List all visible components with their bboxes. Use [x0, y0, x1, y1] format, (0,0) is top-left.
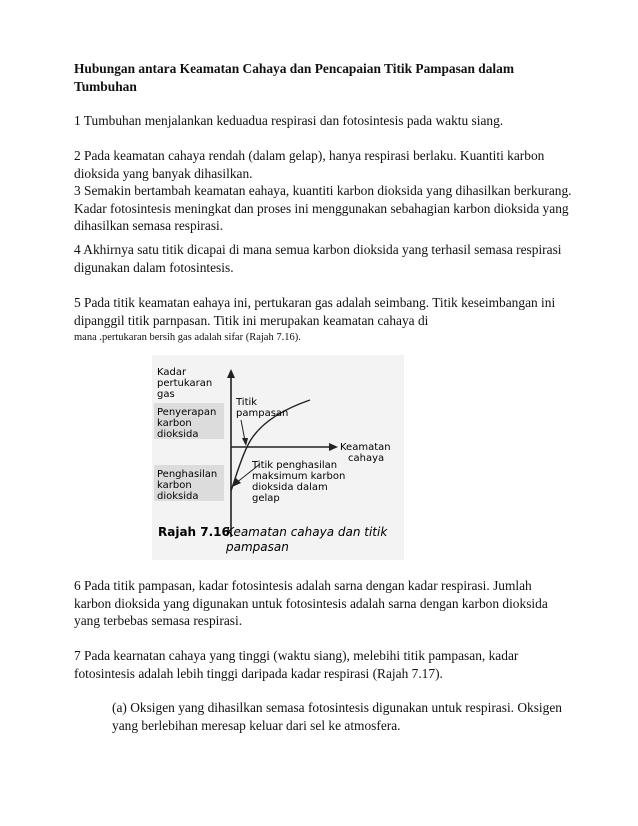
point-label-1: Titik	[236, 397, 258, 408]
paragraph-3: 3 Semakin bertambah keamatan eahaya, kuantiti karbon dioksida yang dihasilkan berkurang. Kadar fotosintesis meningkat dan proses ini menggunakan sebahagian karbon dioksida yang dihasilkan semasa respirasi.	[74, 183, 572, 233]
paragraph-7: 7 Pada kearnatan cahaya yang tinggi (waktu siang), melebihi titik pampasan, kadar fotosintesis adalah lebih tinggi daripada kadar respirasi (Rajah 7.17).	[74, 648, 519, 681]
figure-caption-text-2: pampasan	[226, 540, 289, 554]
paragraph-5: 5 Pada titik keamatan eahaya ini, pertukaran gas adalah seimbang. Titik keseimbangan ini dipanggil titik parnpasan. Titik ini merupakan keamatan cahaya di	[74, 295, 556, 328]
y-axis-arrowhead	[227, 369, 235, 378]
paragraph-2: 2 Pada keamatan cahaya rendah (dalam gelap), hanya respirasi berlaku. Kuantiti karbon dioksida yang banyak dihasilkan.	[74, 148, 545, 181]
start-label-4: gelap	[252, 493, 280, 504]
document-title: Hubungan antara Keamatan Cahaya dan Pencapaian Titik Pampasan dalam Tumbuhan	[74, 61, 515, 94]
figure-caption-number: Rajah 7.16	[158, 525, 230, 539]
upper-label-3: dioksida	[157, 429, 199, 440]
paragraph-4: 4 Akhirnya satu titik dicapai di mana semua karbon dioksida yang terhasil semasa respirasi digunakan dalam fotosintesis.	[74, 242, 562, 275]
x-axis-arrowhead	[329, 443, 338, 451]
lower-label-1: Penghasilan	[157, 469, 218, 480]
upper-label-2: karbon	[157, 418, 192, 429]
start-label-2: maksimum karbon	[252, 471, 346, 482]
y-axis-label-1: Kadar	[157, 367, 187, 378]
paragraph-5-tail: mana .pertukaran bersih gas adalah sifar (Rajah 7.16).	[74, 332, 301, 343]
paragraph-1: 1 Tumbuhan menjalankan keduadua respirasi dan fotosintesis pada waktu siang.	[74, 113, 504, 128]
lower-label-3: dioksida	[157, 491, 199, 502]
start-label-3: dioksida dalam	[252, 482, 328, 493]
upper-label-1: Penyerapan	[157, 407, 217, 418]
y-axis-label-2: pertukaran	[157, 378, 213, 389]
point-label-2: pampasan	[236, 408, 289, 419]
figure-caption-text-1: Keamatan cahaya dan titik	[226, 525, 388, 539]
lower-label-2: karbon	[157, 480, 192, 491]
compensation-point-pointer	[241, 420, 245, 441]
y-axis-label-3: gas	[157, 389, 175, 400]
compensation-pointer-head	[242, 438, 248, 446]
paragraph-7a: (a) Oksigen yang dihasilkan semasa fotosintesis digunakan untuk respirasi. Oksigen yang berlebihan meresap keluar dari sel ke atmosfera.	[112, 700, 562, 733]
x-axis-label-1: Keamatan	[340, 442, 391, 453]
figure-7-16	[152, 355, 404, 560]
x-axis-label-2: cahaya	[348, 453, 385, 464]
start-label-1: Titik penghasilan	[252, 460, 338, 471]
compensation-point-graph	[152, 355, 404, 560]
paragraph-6: 6 Pada titik pampasan, kadar fotosintesis adalah sarna dengan kadar respirasi. Jumlah karbon dioksida yang digunakan untuk fotosintesis adalah sarna dengan karbon dioksida yang terbebas semasa respirasi.	[74, 578, 548, 628]
